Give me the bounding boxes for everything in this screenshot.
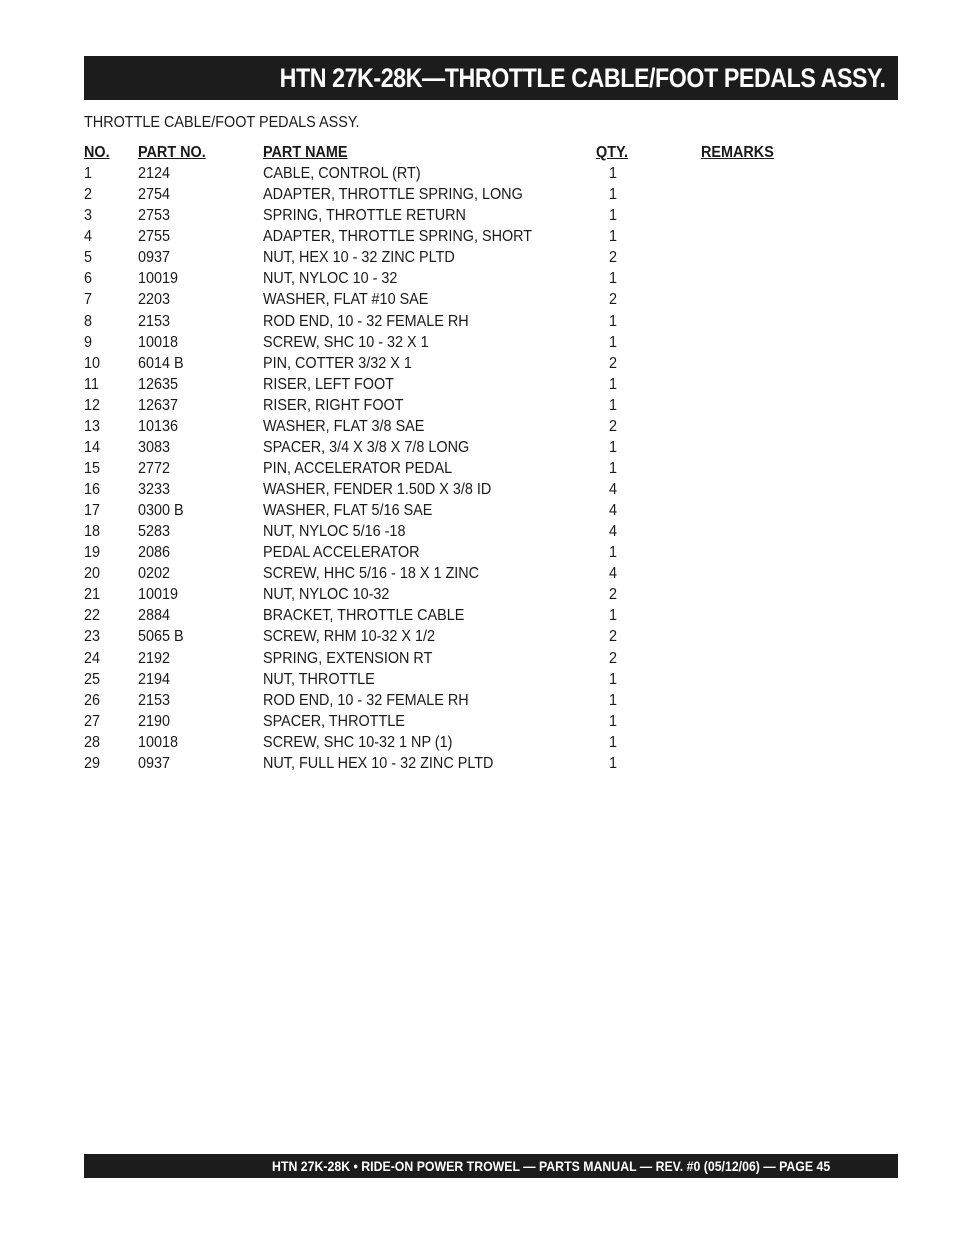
column-header-part-no: PART NO. (138, 144, 206, 161)
cell-part-no: 2754 (138, 186, 171, 204)
cell-part-no: 5283 (138, 523, 171, 541)
cell-qty: 1 (609, 396, 618, 414)
cell-part-name: NUT, NYLOC 10-32 (263, 586, 390, 604)
cell-part-no: 2753 (138, 207, 171, 225)
table-row (84, 289, 804, 310)
cell-no: 12 (84, 396, 101, 414)
cell-qty: 1 (609, 186, 618, 204)
cell-qty: 1 (609, 754, 618, 772)
table-row (84, 732, 804, 753)
cell-no: 19 (84, 544, 101, 562)
cell-qty: 1 (609, 438, 618, 456)
cell-part-name: WASHER, FENDER 1.50D X 3/8 ID (263, 481, 492, 498)
page-footer: HTN 27K-28K • RIDE-ON POWER TROWEL — PARTS MANUAL — REV. #0 (05/12/06) — PAGE 45 (271, 1158, 831, 1174)
cell-part-no: 10018 (138, 333, 179, 351)
cell-part-name: SCREW, RHM 10-32 X 1/2 (263, 628, 436, 646)
table-row (84, 395, 804, 416)
cell-part-name: PEDAL ACCELERATOR (263, 544, 420, 562)
cell-qty: 1 (609, 207, 618, 225)
cell-part-name: WASHER, FLAT 3/8 SAE (263, 417, 425, 435)
cell-part-name: SCREW, SHC 10 - 32 X 1 (263, 333, 429, 351)
cell-qty: 1 (609, 670, 618, 688)
table-row (84, 332, 804, 353)
cell-qty: 1 (609, 691, 618, 709)
table-row (84, 163, 804, 184)
cell-part-name: NUT, FULL HEX 10 - 32 ZINC PLTD (263, 754, 494, 772)
cell-part-no: 2194 (138, 670, 171, 688)
table-row (84, 353, 804, 374)
table-row (84, 584, 804, 605)
cell-part-no: 2086 (138, 544, 171, 562)
cell-qty: 1 (609, 228, 618, 246)
cell-qty: 2 (609, 628, 618, 646)
cell-qty: 2 (609, 649, 618, 667)
cell-no: 22 (84, 607, 101, 625)
table-row (84, 626, 804, 647)
cell-part-name: SPRING, EXTENSION RT (263, 649, 433, 667)
table-row (84, 669, 804, 690)
cell-part-name: ADAPTER, THROTTLE SPRING, SHORT (263, 228, 533, 246)
cell-qty: 1 (609, 165, 618, 183)
cell-part-name: ROD END, 10 - 32 FEMALE RH (263, 691, 469, 709)
cell-part-no: 2153 (138, 691, 171, 709)
page-title-bar (84, 56, 898, 100)
cell-part-no: 10019 (138, 586, 179, 604)
cell-part-no: 2124 (138, 165, 171, 183)
cell-part-name: SPRING, THROTTLE RETURN (263, 207, 466, 225)
table-row (84, 268, 804, 289)
cell-no: 13 (84, 417, 101, 435)
cell-part-no: 2190 (138, 712, 171, 730)
cell-qty: 4 (609, 523, 618, 541)
cell-part-name: RISER, LEFT FOOT (263, 375, 394, 393)
cell-part-no: 12637 (138, 396, 179, 414)
cell-no: 17 (84, 502, 101, 520)
cell-qty: 1 (609, 333, 618, 351)
cell-qty: 2 (609, 417, 618, 435)
cell-no: 15 (84, 459, 101, 477)
column-header-qty: QTY. (596, 144, 629, 161)
table-row (84, 205, 804, 226)
cell-no: 10 (84, 354, 101, 372)
cell-part-no: 3233 (138, 481, 171, 498)
cell-no: 23 (84, 628, 101, 646)
cell-part-name: SCREW, SHC 10-32 1 NP (1) (263, 733, 453, 751)
cell-no: 3 (84, 207, 93, 225)
cell-no: 11 (84, 375, 99, 393)
cell-part-name: NUT, NYLOC 5/16 -18 (263, 523, 406, 541)
cell-part-name: NUT, THROTTLE (263, 670, 375, 688)
table-row (84, 311, 804, 332)
cell-no: 9 (84, 333, 93, 351)
cell-part-name: SPACER, THROTTLE (263, 712, 405, 730)
table-row (84, 753, 804, 774)
table-row (84, 542, 804, 563)
column-header-no: NO. (84, 144, 110, 161)
cell-part-no: 0300 B (138, 502, 184, 520)
cell-qty: 1 (609, 544, 618, 562)
section-heading: THROTTLE CABLE/FOOT PEDALS ASSY. (84, 114, 360, 131)
cell-part-no: 10019 (138, 270, 179, 288)
table-header-row (84, 142, 804, 163)
cell-qty: 4 (609, 502, 618, 520)
cell-no: 16 (84, 481, 101, 498)
cell-part-no: 2153 (138, 312, 171, 330)
table-row (84, 416, 804, 437)
cell-no: 25 (84, 670, 101, 688)
cell-part-name: BRACKET, THROTTLE CABLE (263, 607, 465, 625)
page-footer-bar (84, 1154, 898, 1178)
cell-no: 2 (84, 186, 93, 204)
cell-qty: 1 (609, 375, 618, 393)
cell-part-no: 3083 (138, 438, 171, 456)
cell-part-no: 0937 (138, 249, 171, 267)
table-row (84, 521, 804, 542)
table-row (84, 711, 804, 732)
cell-part-no: 0937 (138, 754, 171, 772)
cell-qty: 1 (609, 459, 618, 477)
cell-no: 1 (84, 165, 93, 183)
cell-part-name: WASHER, FLAT 5/16 SAE (263, 502, 433, 520)
cell-part-no: 2884 (138, 607, 171, 625)
table-row (84, 690, 804, 711)
cell-part-name: ROD END, 10 - 32 FEMALE RH (263, 312, 469, 330)
cell-qty: 4 (609, 565, 618, 583)
cell-part-name: SCREW, HHC 5/16 - 18 X 1 ZINC (263, 565, 480, 583)
table-row (84, 437, 804, 458)
table-row (84, 458, 804, 479)
cell-qty: 2 (609, 354, 618, 372)
column-header-remarks: REMARKS (701, 144, 774, 161)
cell-no: 4 (84, 228, 93, 246)
table-row (84, 374, 804, 395)
cell-qty: 1 (609, 312, 618, 330)
cell-no: 28 (84, 733, 101, 751)
cell-part-name: CABLE, CONTROL (RT) (263, 165, 421, 183)
cell-part-no: 2192 (138, 649, 171, 667)
cell-part-no: 2755 (138, 228, 171, 246)
table-row (84, 184, 804, 205)
cell-part-no: 10018 (138, 733, 179, 751)
cell-part-name: WASHER, FLAT #10 SAE (263, 291, 429, 309)
cell-part-no: 12635 (138, 375, 179, 393)
cell-qty: 1 (609, 607, 618, 625)
cell-part-name: PIN, COTTER 3/32 X 1 (263, 354, 412, 372)
cell-no: 6 (84, 270, 93, 288)
cell-no: 18 (84, 523, 101, 541)
table-row (84, 247, 804, 268)
cell-no: 21 (84, 586, 101, 604)
page-title: HTN 27K-28K—THROTTLE CABLE/FOOT PEDALS ASSY. (280, 62, 886, 93)
cell-no: 26 (84, 691, 101, 709)
table-row (84, 479, 804, 500)
cell-part-name: ADAPTER, THROTTLE SPRING, LONG (263, 186, 523, 204)
table-row (84, 563, 804, 584)
cell-part-name: NUT, NYLOC 10 - 32 (263, 270, 398, 288)
cell-qty: 2 (609, 586, 618, 604)
cell-qty: 2 (609, 291, 618, 309)
cell-qty: 1 (609, 733, 618, 751)
cell-part-name: SPACER, 3/4 X 3/8 X 7/8 LONG (263, 438, 470, 456)
cell-part-no: 10136 (138, 417, 179, 435)
cell-no: 29 (84, 754, 101, 772)
cell-part-no: 2772 (138, 459, 171, 477)
cell-qty: 1 (609, 270, 618, 288)
cell-part-name: PIN, ACCELERATOR PEDAL (263, 459, 453, 477)
cell-no: 27 (84, 712, 101, 730)
cell-part-no: 5065 B (138, 628, 184, 646)
cell-no: 20 (84, 565, 101, 583)
cell-part-name: NUT, HEX 10 - 32 ZINC PLTD (263, 249, 455, 267)
cell-no: 14 (84, 438, 101, 456)
table-row (84, 226, 804, 247)
table-row (84, 500, 804, 521)
cell-qty: 1 (609, 712, 618, 730)
parts-table (84, 142, 804, 774)
cell-part-no: 6014 B (138, 354, 184, 372)
cell-part-no: 0202 (138, 565, 171, 583)
cell-qty: 4 (609, 481, 618, 498)
cell-no: 5 (84, 249, 93, 267)
table-row (84, 648, 804, 669)
table-row (84, 605, 804, 626)
cell-no: 8 (84, 312, 93, 330)
cell-no: 24 (84, 649, 101, 667)
cell-part-no: 2203 (138, 291, 171, 309)
cell-no: 7 (84, 291, 93, 309)
cell-part-name: RISER, RIGHT FOOT (263, 396, 404, 414)
column-header-part-name: PART NAME (263, 144, 348, 161)
cell-qty: 2 (609, 249, 618, 267)
